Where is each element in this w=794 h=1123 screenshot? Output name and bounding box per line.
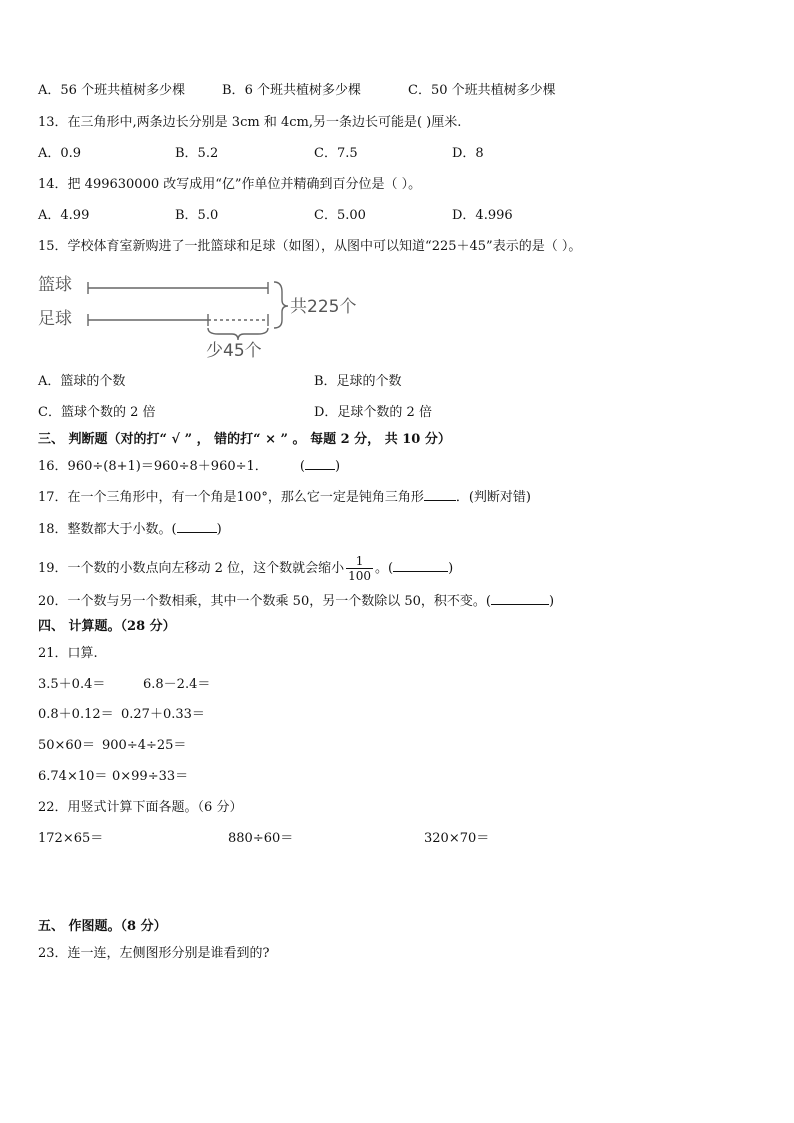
q13-option-d: D．8 bbox=[452, 146, 484, 161]
q23-text: 23．连一连，左侧图形分别是谁看到的? bbox=[38, 946, 270, 961]
q14-option-c: C．5.00 bbox=[314, 208, 366, 223]
diagram-label-basketball: 篮球 bbox=[38, 275, 72, 295]
diagram-less-label: 少45个 bbox=[206, 341, 262, 358]
q21-item: 900÷4÷25＝ bbox=[102, 738, 187, 753]
q13-option-a: A．0.9 bbox=[38, 146, 82, 161]
total-brace bbox=[274, 282, 288, 328]
q22-item: 172×65＝ bbox=[38, 831, 104, 846]
q18-text: 18．整数都大于小数。( ) bbox=[38, 522, 222, 537]
q14-option-d: D．4.996 bbox=[452, 208, 513, 223]
q21-item: 50×60＝ bbox=[38, 738, 95, 753]
q15-text: 15．学校体育室新购进了一批篮球和足球（如图），从图中可以知道“225＋45”表示的是（ ）。 bbox=[38, 239, 582, 254]
q14-option-b: B．5.0 bbox=[175, 208, 219, 223]
q14-text: 14．把 499630000 改写成用“亿”作单位并精确到百分位是（ ）。 bbox=[38, 177, 422, 192]
q15-option-c: C．篮球个数的 2 倍 bbox=[38, 405, 156, 420]
basketball-segment bbox=[88, 282, 268, 294]
q13-option-b: B．5.2 bbox=[175, 146, 219, 161]
q18-answer-blank[interactable] bbox=[177, 520, 217, 533]
q12-option-c: C．50 个班共植树多少棵 bbox=[408, 83, 556, 98]
q17-statement: 17．在一个三角形中，有一个角是100°，那么它一定是钝角三角形 bbox=[38, 490, 424, 505]
diagram-label-football: 足球 bbox=[38, 309, 72, 329]
q15-option-b: B．足球的个数 bbox=[314, 374, 402, 389]
q21-item: 6.8－2.4＝ bbox=[143, 677, 211, 692]
q13-text: 13．在三角形中,两条边长分别是 3cm 和 4cm,另一条边长可能是( )厘米. bbox=[38, 115, 462, 130]
q12-option-a: A．56 个班共植树多少棵 bbox=[38, 83, 186, 98]
q19-text: 19．一个数的小数点向左移动 2 位，这个数就会缩小 $\frac{1}{100}$ 。( ) bbox=[38, 554, 454, 583]
q15-line-segment-diagram bbox=[38, 268, 368, 358]
q21-item: 6.74×10＝ bbox=[38, 769, 108, 784]
q21-item: 0×99÷33＝ bbox=[112, 769, 189, 784]
q22-item: 880÷60＝ bbox=[228, 831, 294, 846]
q15-option-d: D．足球个数的 2 倍 bbox=[314, 405, 432, 420]
q20-statement: 20．一个数与另一个数相乘，其中一个数乘 50，另一个数除以 50，积不变。 bbox=[38, 594, 486, 609]
section-3-title: 三、 判断题（对的打“ √ ” ， 错的打“ × ” 。 每题 2 分， 共 10 分） bbox=[38, 432, 451, 447]
q20-text: 20．一个数与另一个数相乘，其中一个数乘 50，另一个数除以 50，积不变。( ) bbox=[38, 594, 555, 609]
q19-answer-blank[interactable] bbox=[393, 559, 448, 572]
q21-item: 0.8＋0.12＝ bbox=[38, 707, 114, 722]
q15-option-a: A．篮球的个数 bbox=[38, 374, 126, 389]
q17-text bbox=[38, 488, 531, 507]
q12-option-b: B．6 个班共植树多少棵 bbox=[222, 83, 361, 98]
q20-answer-blank[interactable] bbox=[491, 592, 549, 605]
q16-statement: 16．960÷(8+1)＝960÷8＋960÷1． bbox=[38, 459, 268, 474]
q18-statement: 18．整数都大于小数。 bbox=[38, 522, 172, 537]
q19-fraction: $\frac{1}{100}$ bbox=[348, 554, 371, 583]
section-4-title: 四、 计算题。（28 分） bbox=[38, 619, 176, 634]
q16-answer-blank[interactable] bbox=[305, 457, 335, 470]
q17-tail: ．(判断对错) bbox=[455, 490, 532, 505]
q21-title: 21．口算. bbox=[38, 646, 98, 661]
q22-title: 22．用竖式计算下面各题。（6 分） bbox=[38, 800, 243, 815]
diagram-total-label: 共225个 bbox=[290, 297, 357, 317]
q13-option-c: C．7.5 bbox=[314, 146, 358, 161]
q16-text: 16．960÷(8+1)＝960÷8＋960÷1． ( ) bbox=[38, 459, 341, 474]
q21-item: 3.5＋0.4＝ bbox=[38, 677, 106, 692]
q17-answer-blank[interactable] bbox=[424, 488, 456, 501]
section-5-title: 五、 作图题。（8 分） bbox=[38, 919, 167, 934]
q19-statement: 19．一个数的小数点向左移动 2 位，这个数就会缩小 bbox=[38, 561, 345, 576]
football-segment bbox=[88, 314, 268, 326]
q21-item: 0.27＋0.33＝ bbox=[121, 707, 205, 722]
difference-brace bbox=[208, 328, 268, 340]
q14-option-a: A．4.99 bbox=[38, 208, 90, 223]
q22-item: 320×70＝ bbox=[424, 831, 490, 846]
